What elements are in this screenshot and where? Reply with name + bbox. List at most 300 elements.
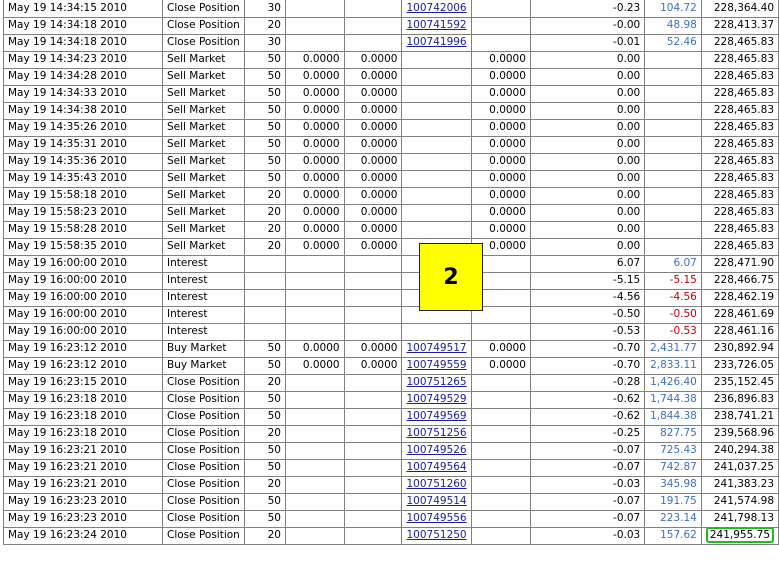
cell-sl: 0.0000 bbox=[344, 357, 402, 374]
table-row bbox=[4, 374, 779, 391]
cell-sl: 0.0000 bbox=[344, 153, 402, 170]
cell-lots: 20 bbox=[244, 238, 285, 255]
cell-type: Close Position bbox=[163, 527, 245, 544]
cell-commission: 0.00 bbox=[530, 85, 644, 102]
table-row bbox=[4, 187, 779, 204]
cell-sl: 0.0000 bbox=[344, 68, 402, 85]
order-link[interactable]: 100741996 bbox=[406, 36, 467, 48]
table-row bbox=[4, 391, 779, 408]
cell-balance: 228,471.90 bbox=[701, 255, 778, 272]
cell-type: Interest bbox=[163, 272, 245, 289]
cell-tp: 0.0000 bbox=[471, 340, 530, 357]
cell-lots: 50 bbox=[244, 85, 285, 102]
cell-order-link[interactable] bbox=[402, 493, 471, 510]
cell-commission: 0.00 bbox=[530, 238, 644, 255]
cell-lots bbox=[244, 323, 285, 340]
table-row bbox=[4, 153, 779, 170]
cell-sl bbox=[344, 527, 402, 544]
cell-commission: 0.00 bbox=[530, 170, 644, 187]
cell-price: 0.0000 bbox=[285, 238, 344, 255]
table-row bbox=[4, 306, 779, 323]
cell-price bbox=[285, 255, 344, 272]
cell-sl: 0.0000 bbox=[344, 85, 402, 102]
cell-tp: 0.0000 bbox=[471, 170, 530, 187]
table-row bbox=[4, 408, 779, 425]
cell-sl: 0.0000 bbox=[344, 340, 402, 357]
cell-type: Sell Market bbox=[163, 170, 245, 187]
cell-balance: 228,364.40 bbox=[701, 0, 778, 17]
cell-commission: 0.00 bbox=[530, 136, 644, 153]
cell-order-link[interactable] bbox=[402, 425, 471, 442]
order-link[interactable]: 100749529 bbox=[406, 393, 467, 405]
cell-profit: 52.46 bbox=[645, 34, 702, 51]
cell-price bbox=[285, 408, 344, 425]
cell-price bbox=[285, 527, 344, 544]
cell-price: 0.0000 bbox=[285, 136, 344, 153]
order-link[interactable]: 100749556 bbox=[406, 512, 467, 524]
cell-date: May 19 14:34:23 2010 bbox=[4, 51, 163, 68]
cell-profit: 725.43 bbox=[645, 442, 702, 459]
table-row bbox=[4, 221, 779, 238]
cell-date: May 19 16:23:21 2010 bbox=[4, 476, 163, 493]
cell-sl bbox=[344, 323, 402, 340]
cell-price: 0.0000 bbox=[285, 170, 344, 187]
cell-commission: -0.70 bbox=[530, 357, 644, 374]
cell-lots bbox=[244, 255, 285, 272]
cell-commission: 0.00 bbox=[530, 119, 644, 136]
order-link[interactable]: 100751265 bbox=[406, 376, 467, 388]
cell-sl bbox=[344, 34, 402, 51]
cell-profit bbox=[645, 204, 702, 221]
cell-lots: 20 bbox=[244, 221, 285, 238]
table-row bbox=[4, 527, 779, 544]
cell-type: Sell Market bbox=[163, 238, 245, 255]
cell-order-link[interactable] bbox=[402, 476, 471, 493]
cell-date: May 19 14:34:28 2010 bbox=[4, 68, 163, 85]
table-row bbox=[4, 255, 779, 272]
cell-tp bbox=[471, 323, 530, 340]
cell-commission: -5.15 bbox=[530, 272, 644, 289]
cell-lots bbox=[244, 289, 285, 306]
cell-commission: -0.07 bbox=[530, 442, 644, 459]
cell-balance: 228,466.75 bbox=[701, 272, 778, 289]
cell-lots: 50 bbox=[244, 102, 285, 119]
cell-commission: 0.00 bbox=[530, 221, 644, 238]
cell-commission: -0.62 bbox=[530, 391, 644, 408]
cell-order-link[interactable] bbox=[402, 408, 471, 425]
cell-balance: 228,413.37 bbox=[701, 17, 778, 34]
cell-profit: 1,744.38 bbox=[645, 391, 702, 408]
cell-lots: 50 bbox=[244, 459, 285, 476]
cell-price bbox=[285, 0, 344, 17]
cell-lots bbox=[244, 306, 285, 323]
cell-profit: 223.14 bbox=[645, 510, 702, 527]
cell-type: Sell Market bbox=[163, 85, 245, 102]
final-balance-highlight: 241,955.75 bbox=[706, 527, 774, 543]
cell-lots: 20 bbox=[244, 17, 285, 34]
cell-sl bbox=[344, 0, 402, 17]
cell-order-link[interactable] bbox=[402, 34, 471, 51]
cell-order-link bbox=[402, 102, 471, 119]
cell-lots: 50 bbox=[244, 408, 285, 425]
cell-type: Close Position bbox=[163, 425, 245, 442]
cell-profit bbox=[645, 68, 702, 85]
order-link[interactable]: 100749564 bbox=[406, 461, 467, 473]
cell-price: 0.0000 bbox=[285, 102, 344, 119]
cell-commission: -0.28 bbox=[530, 374, 644, 391]
cell-lots: 50 bbox=[244, 391, 285, 408]
cell-sl: 0.0000 bbox=[344, 136, 402, 153]
cell-commission: -0.01 bbox=[530, 34, 644, 51]
cell-balance: 236,896.83 bbox=[701, 391, 778, 408]
cell-tp: 0.0000 bbox=[471, 102, 530, 119]
cell-tp bbox=[471, 408, 530, 425]
cell-balance: 238,741.21 bbox=[701, 408, 778, 425]
cell-tp: 0.0000 bbox=[471, 51, 530, 68]
cell-type: Close Position bbox=[163, 493, 245, 510]
cell-lots: 20 bbox=[244, 425, 285, 442]
cell-type: Sell Market bbox=[163, 187, 245, 204]
cell-profit: -0.50 bbox=[645, 306, 702, 323]
cell-type: Buy Market bbox=[163, 340, 245, 357]
cell-tp bbox=[471, 17, 530, 34]
cell-price: 0.0000 bbox=[285, 357, 344, 374]
table-row bbox=[4, 102, 779, 119]
cell-commission: 0.00 bbox=[530, 204, 644, 221]
cell-date: May 19 15:58:23 2010 bbox=[4, 204, 163, 221]
cell-type: Sell Market bbox=[163, 221, 245, 238]
table-row bbox=[4, 51, 779, 68]
cell-profit bbox=[645, 238, 702, 255]
table-row bbox=[4, 442, 779, 459]
cell-sl: 0.0000 bbox=[344, 221, 402, 238]
order-link[interactable]: 100749559 bbox=[406, 359, 467, 371]
cell-balance: 241,798.13 bbox=[701, 510, 778, 527]
order-link[interactable]: 100749517 bbox=[406, 342, 467, 354]
cell-date: May 19 15:58:28 2010 bbox=[4, 221, 163, 238]
cell-date: May 19 15:58:18 2010 bbox=[4, 187, 163, 204]
cell-commission: 6.07 bbox=[530, 255, 644, 272]
cell-date: May 19 14:34:33 2010 bbox=[4, 85, 163, 102]
cell-order-link bbox=[402, 187, 471, 204]
cell-tp bbox=[471, 442, 530, 459]
cell-price bbox=[285, 493, 344, 510]
cell-sl bbox=[344, 425, 402, 442]
cell-balance: 228,465.83 bbox=[701, 153, 778, 170]
order-link[interactable]: 100742006 bbox=[406, 1, 467, 14]
cell-profit bbox=[645, 170, 702, 187]
cell-balance: 228,465.83 bbox=[701, 204, 778, 221]
table-row bbox=[4, 323, 779, 340]
cell-date: May 19 16:00:00 2010 bbox=[4, 323, 163, 340]
cell-sl bbox=[344, 442, 402, 459]
cell-balance: 241,574.98 bbox=[701, 493, 778, 510]
table-row bbox=[4, 459, 779, 476]
transaction-history-table bbox=[3, 0, 779, 545]
cell-tp: 0.0000 bbox=[471, 153, 530, 170]
cell-type: Interest bbox=[163, 255, 245, 272]
cell-lots: 20 bbox=[244, 204, 285, 221]
cell-order-link[interactable] bbox=[402, 391, 471, 408]
cell-profit: 157.62 bbox=[645, 527, 702, 544]
cell-profit: 827.75 bbox=[645, 425, 702, 442]
cell-balance: 228,465.83 bbox=[701, 34, 778, 51]
cell-type: Sell Market bbox=[163, 119, 245, 136]
cell-commission: -0.70 bbox=[530, 340, 644, 357]
cell-date: May 19 16:23:21 2010 bbox=[4, 442, 163, 459]
cell-type: Close Position bbox=[163, 408, 245, 425]
cell-lots: 50 bbox=[244, 357, 285, 374]
cell-date: May 19 16:23:24 2010 bbox=[4, 527, 163, 544]
cell-balance: 230,892.94 bbox=[701, 340, 778, 357]
cell-date: May 19 14:35:36 2010 bbox=[4, 153, 163, 170]
cell-sl bbox=[344, 476, 402, 493]
cell-sl bbox=[344, 306, 402, 323]
cell-price bbox=[285, 374, 344, 391]
cell-lots: 50 bbox=[244, 340, 285, 357]
cell-date: May 19 16:00:00 2010 bbox=[4, 272, 163, 289]
table-row bbox=[4, 289, 779, 306]
cell-tp bbox=[471, 510, 530, 527]
cell-tp: 0.0000 bbox=[471, 119, 530, 136]
cell-profit bbox=[645, 221, 702, 238]
cell-commission: 0.00 bbox=[530, 102, 644, 119]
cell-date: May 19 15:58:35 2010 bbox=[4, 238, 163, 255]
cell-commission: -0.03 bbox=[530, 527, 644, 544]
cell-balance bbox=[701, 527, 778, 544]
order-link[interactable]: 100741592 bbox=[406, 19, 467, 31]
table-row bbox=[4, 170, 779, 187]
cell-profit: 1,426.40 bbox=[645, 374, 702, 391]
cell-lots: 20 bbox=[244, 527, 285, 544]
cell-order-link bbox=[402, 153, 471, 170]
cell-date: May 19 14:34:18 2010 bbox=[4, 34, 163, 51]
cell-tp bbox=[471, 493, 530, 510]
cell-tp: 0.0000 bbox=[471, 85, 530, 102]
cell-lots: 30 bbox=[244, 34, 285, 51]
cell-profit bbox=[645, 187, 702, 204]
cell-order-link bbox=[402, 221, 471, 238]
table-row bbox=[4, 119, 779, 136]
cell-sl bbox=[344, 17, 402, 34]
cell-tp bbox=[471, 34, 530, 51]
cell-balance: 228,465.83 bbox=[701, 221, 778, 238]
cell-balance: 228,465.83 bbox=[701, 119, 778, 136]
cell-commission: -0.07 bbox=[530, 493, 644, 510]
cell-lots: 20 bbox=[244, 187, 285, 204]
cell-date: May 19 16:23:18 2010 bbox=[4, 425, 163, 442]
table-row bbox=[4, 425, 779, 442]
cell-order-link[interactable] bbox=[402, 374, 471, 391]
cell-profit: 48.98 bbox=[645, 17, 702, 34]
cell-type: Sell Market bbox=[163, 102, 245, 119]
cell-date: May 19 16:00:00 2010 bbox=[4, 306, 163, 323]
cell-date: May 19 14:34:15 2010 bbox=[4, 0, 163, 17]
order-link[interactable]: 100751260 bbox=[406, 478, 467, 490]
cell-order-link[interactable] bbox=[402, 17, 471, 34]
cell-balance: 228,462.19 bbox=[701, 289, 778, 306]
cell-price: 0.0000 bbox=[285, 85, 344, 102]
table-row bbox=[4, 34, 779, 51]
cell-type: Interest bbox=[163, 306, 245, 323]
cell-profit bbox=[645, 136, 702, 153]
cell-profit bbox=[645, 85, 702, 102]
cell-balance: 228,465.83 bbox=[701, 136, 778, 153]
cell-date: May 19 16:23:12 2010 bbox=[4, 340, 163, 357]
cell-price: 0.0000 bbox=[285, 204, 344, 221]
cell-order-link[interactable] bbox=[402, 510, 471, 527]
cell-sl bbox=[344, 391, 402, 408]
cell-profit: -4.56 bbox=[645, 289, 702, 306]
cell-date: May 19 14:35:26 2010 bbox=[4, 119, 163, 136]
cell-tp: 0.0000 bbox=[471, 136, 530, 153]
cell-date: May 19 14:35:31 2010 bbox=[4, 136, 163, 153]
cell-date: May 19 16:23:12 2010 bbox=[4, 357, 163, 374]
cell-profit: -5.15 bbox=[645, 272, 702, 289]
cell-sl bbox=[344, 408, 402, 425]
cell-balance: 228,465.83 bbox=[701, 170, 778, 187]
cell-balance: 228,465.83 bbox=[701, 68, 778, 85]
cell-profit: 191.75 bbox=[645, 493, 702, 510]
cell-price: 0.0000 bbox=[285, 221, 344, 238]
cell-balance: 228,461.69 bbox=[701, 306, 778, 323]
cell-commission: -0.53 bbox=[530, 323, 644, 340]
cell-balance: 240,294.38 bbox=[701, 442, 778, 459]
cell-price: 0.0000 bbox=[285, 187, 344, 204]
cell-commission: 0.00 bbox=[530, 153, 644, 170]
cell-type: Interest bbox=[163, 289, 245, 306]
table-row bbox=[4, 476, 779, 493]
cell-type: Close Position bbox=[163, 510, 245, 527]
cell-balance: 239,568.96 bbox=[701, 425, 778, 442]
cell-balance: 228,465.83 bbox=[701, 51, 778, 68]
cell-sl: 0.0000 bbox=[344, 187, 402, 204]
order-link[interactable]: 100749526 bbox=[406, 444, 467, 456]
cell-profit: 2,431.77 bbox=[645, 340, 702, 357]
table-row bbox=[4, 357, 779, 374]
cell-sl: 0.0000 bbox=[344, 204, 402, 221]
cell-type: Close Position bbox=[163, 0, 245, 17]
cell-sl: 0.0000 bbox=[344, 170, 402, 187]
cell-price bbox=[285, 442, 344, 459]
cell-price: 0.0000 bbox=[285, 119, 344, 136]
cell-tp bbox=[471, 476, 530, 493]
cell-price bbox=[285, 289, 344, 306]
cell-commission: -0.23 bbox=[530, 0, 644, 17]
cell-sl bbox=[344, 272, 402, 289]
order-link[interactable]: 100749514 bbox=[406, 495, 467, 507]
cell-order-link[interactable] bbox=[402, 442, 471, 459]
cell-profit: 2,833.11 bbox=[645, 357, 702, 374]
cell-tp bbox=[471, 391, 530, 408]
note-label: 2 bbox=[443, 264, 459, 290]
cell-date: May 19 16:23:23 2010 bbox=[4, 493, 163, 510]
cell-lots: 50 bbox=[244, 136, 285, 153]
cell-price bbox=[285, 510, 344, 527]
cell-price: 0.0000 bbox=[285, 68, 344, 85]
order-link[interactable]: 100751256 bbox=[406, 427, 467, 439]
cell-profit bbox=[645, 153, 702, 170]
cell-date: May 19 16:00:00 2010 bbox=[4, 255, 163, 272]
cell-type: Close Position bbox=[163, 374, 245, 391]
cell-commission: 0.00 bbox=[530, 68, 644, 85]
cell-sl bbox=[344, 289, 402, 306]
cell-type: Close Position bbox=[163, 34, 245, 51]
cell-price bbox=[285, 459, 344, 476]
cell-sl bbox=[344, 493, 402, 510]
cell-profit: 104.72 bbox=[645, 0, 702, 17]
cell-order-link[interactable] bbox=[402, 340, 471, 357]
cell-order-link[interactable] bbox=[402, 527, 471, 544]
cell-date: May 19 14:34:38 2010 bbox=[4, 102, 163, 119]
cell-type: Close Position bbox=[163, 17, 245, 34]
cell-order-link[interactable] bbox=[402, 357, 471, 374]
cell-order-link bbox=[402, 51, 471, 68]
cell-tp: 0.0000 bbox=[471, 187, 530, 204]
cell-commission: -0.62 bbox=[530, 408, 644, 425]
cell-commission: 0.00 bbox=[530, 187, 644, 204]
cell-type: Sell Market bbox=[163, 153, 245, 170]
cell-lots: 20 bbox=[244, 374, 285, 391]
table-row bbox=[4, 0, 779, 17]
cell-sl bbox=[344, 255, 402, 272]
cell-sl bbox=[344, 374, 402, 391]
cell-profit bbox=[645, 51, 702, 68]
cell-balance: 241,383.23 bbox=[701, 476, 778, 493]
cell-date: May 19 16:23:18 2010 bbox=[4, 391, 163, 408]
order-link[interactable]: 100751250 bbox=[406, 529, 467, 541]
cell-tp bbox=[471, 0, 530, 17]
cell-price bbox=[285, 425, 344, 442]
cell-balance: 235,152.45 bbox=[701, 374, 778, 391]
cell-type: Close Position bbox=[163, 391, 245, 408]
cell-type: Interest bbox=[163, 323, 245, 340]
cell-balance: 228,461.16 bbox=[701, 323, 778, 340]
cell-profit: 345.98 bbox=[645, 476, 702, 493]
cell-order-link bbox=[402, 136, 471, 153]
cell-commission: -4.56 bbox=[530, 289, 644, 306]
order-link[interactable]: 100749569 bbox=[406, 410, 467, 422]
cell-commission: -0.03 bbox=[530, 476, 644, 493]
table-row bbox=[4, 85, 779, 102]
cell-date: May 19 14:35:43 2010 bbox=[4, 170, 163, 187]
cell-date: May 19 16:23:18 2010 bbox=[4, 408, 163, 425]
cell-price bbox=[285, 34, 344, 51]
cell-lots: 50 bbox=[244, 442, 285, 459]
cell-lots bbox=[244, 272, 285, 289]
cell-sl bbox=[344, 510, 402, 527]
cell-lots: 30 bbox=[244, 0, 285, 17]
cell-lots: 50 bbox=[244, 153, 285, 170]
cell-lots: 50 bbox=[244, 170, 285, 187]
cell-commission: -0.07 bbox=[530, 510, 644, 527]
cell-lots: 50 bbox=[244, 51, 285, 68]
cell-commission: -0.00 bbox=[530, 17, 644, 34]
cell-type: Sell Market bbox=[163, 51, 245, 68]
table-row bbox=[4, 238, 779, 255]
cell-commission: -0.25 bbox=[530, 425, 644, 442]
cell-order-link bbox=[402, 323, 471, 340]
cell-balance: 228,465.83 bbox=[701, 187, 778, 204]
cell-order-link[interactable] bbox=[402, 459, 471, 476]
cell-date: May 19 16:23:21 2010 bbox=[4, 459, 163, 476]
cell-balance: 228,465.83 bbox=[701, 102, 778, 119]
sticky-note-annotation bbox=[419, 243, 483, 311]
cell-tp bbox=[471, 425, 530, 442]
cell-order-link[interactable] bbox=[402, 0, 471, 17]
cell-date: May 19 16:00:00 2010 bbox=[4, 289, 163, 306]
cell-type: Sell Market bbox=[163, 68, 245, 85]
